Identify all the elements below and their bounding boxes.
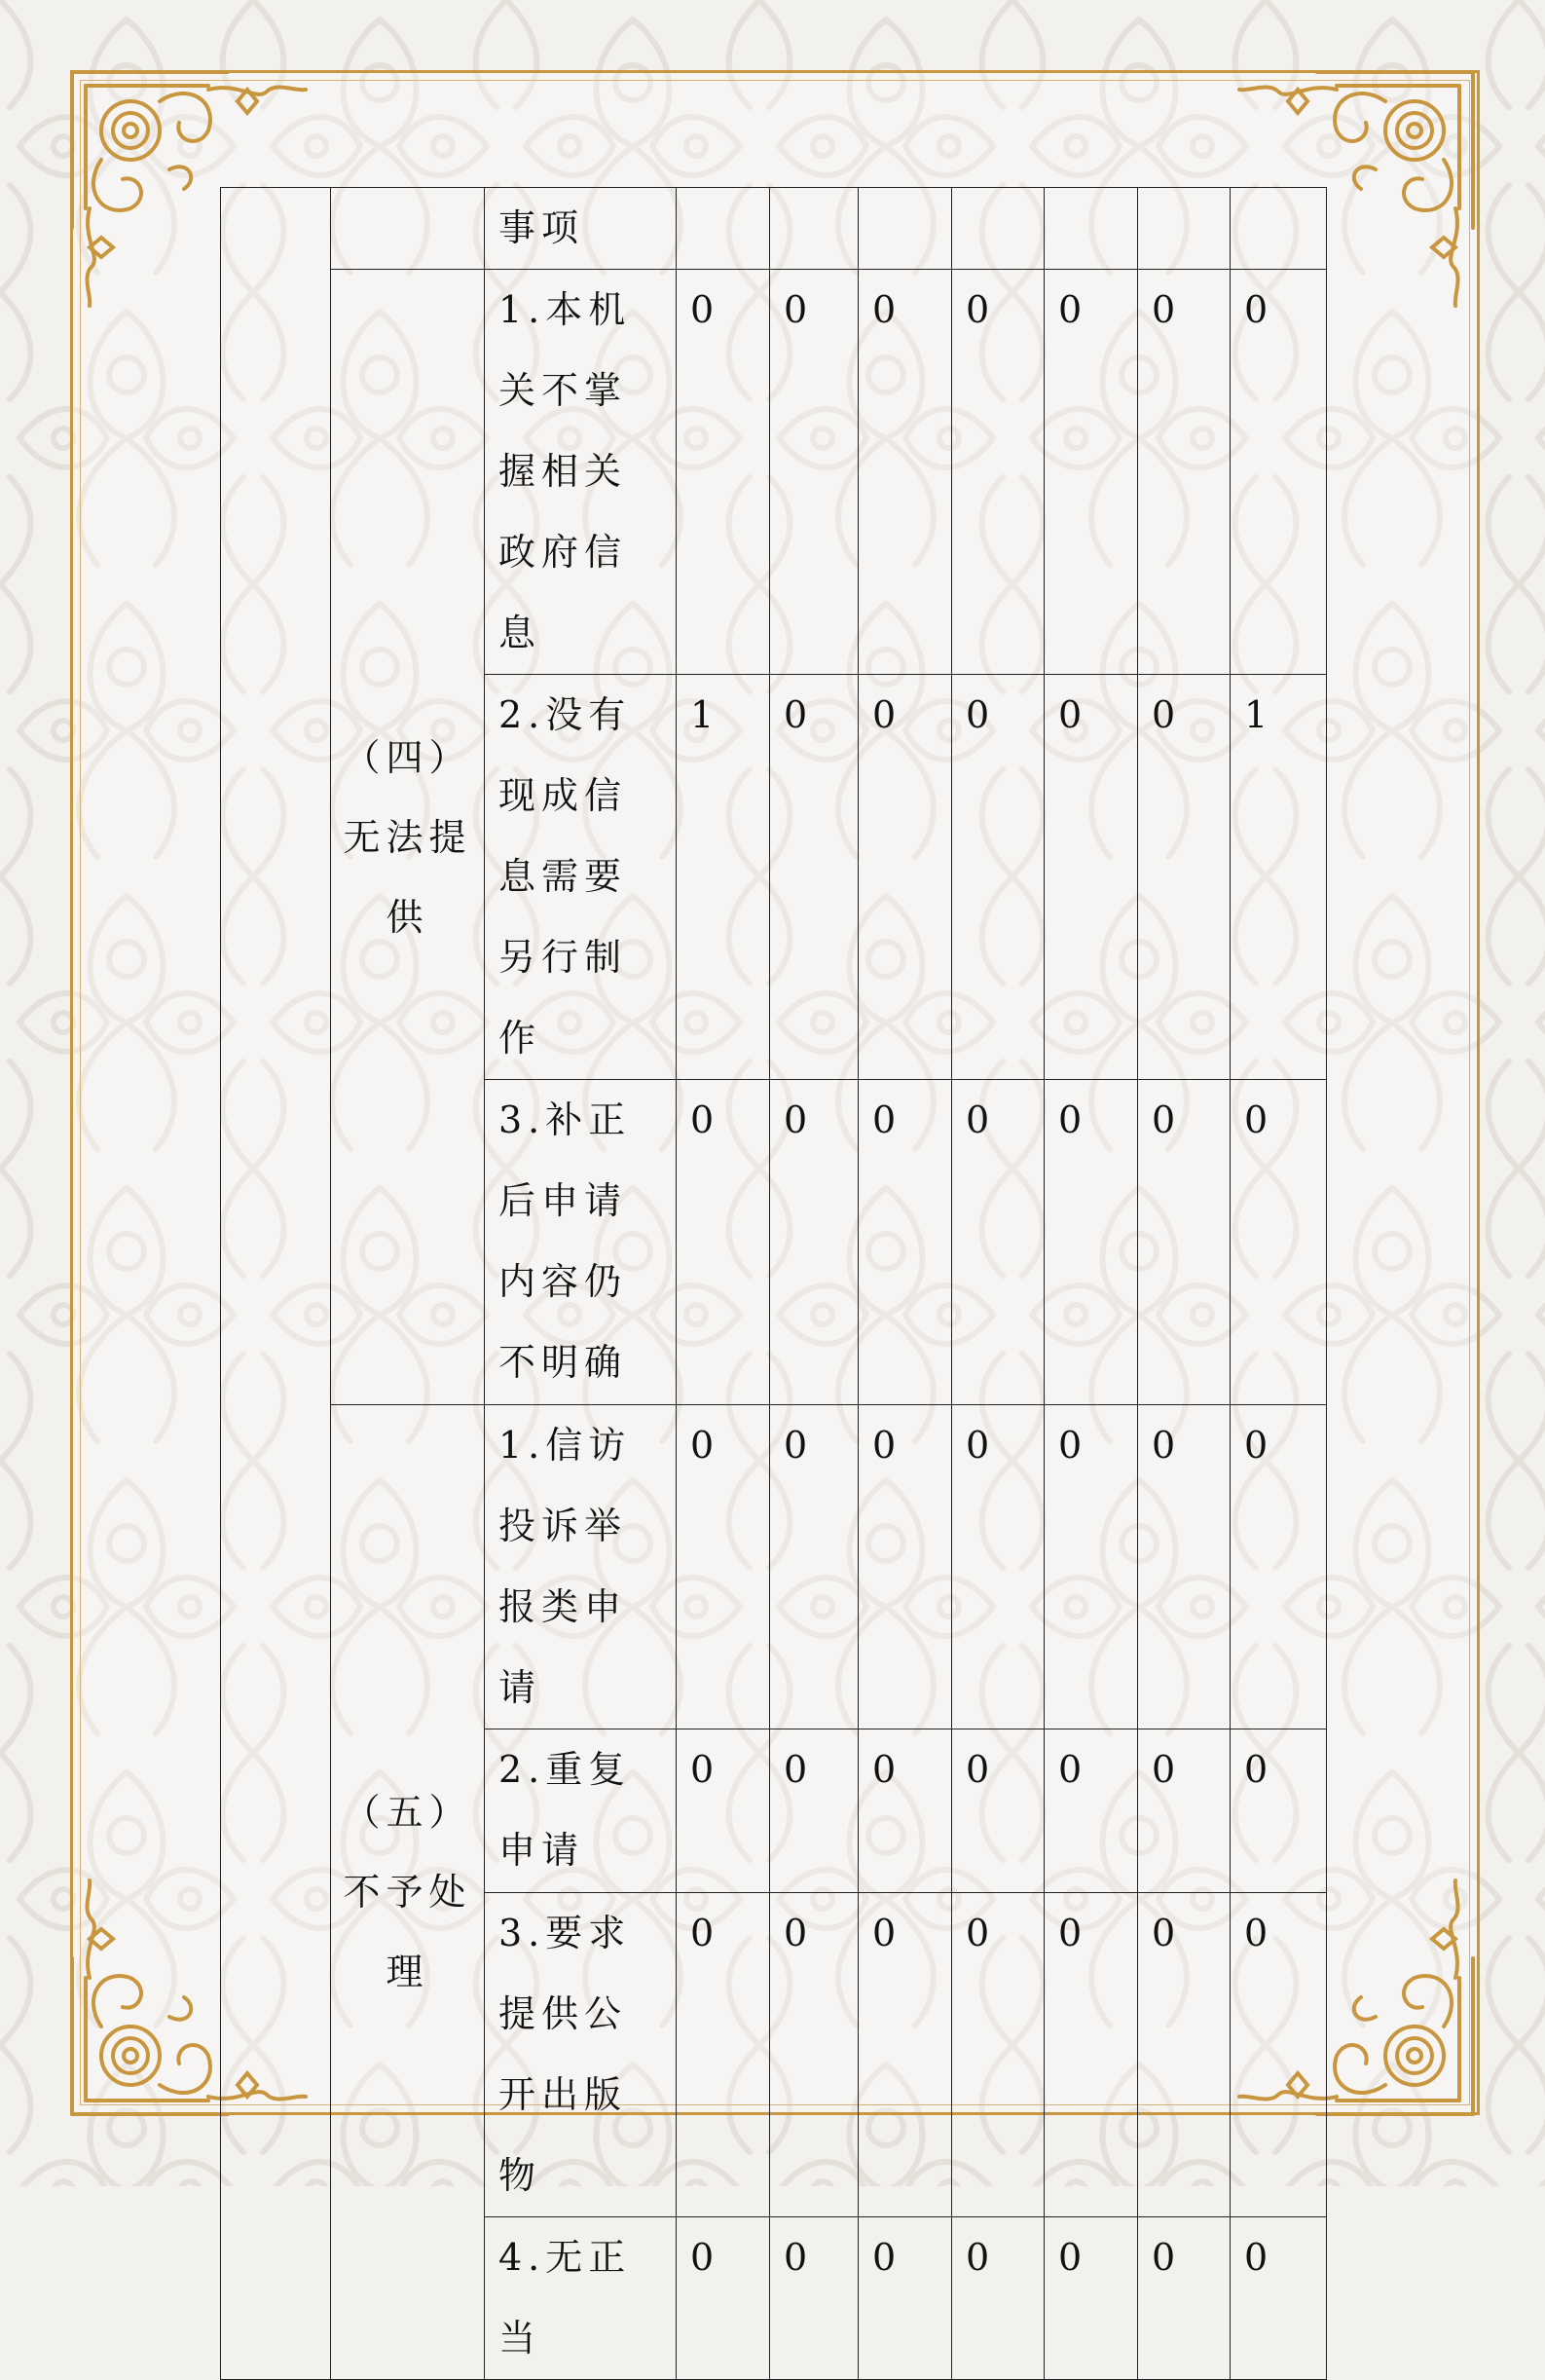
value-cell: 0 [1231,270,1327,675]
item-label: 事项 [498,206,585,249]
item-cell [485,675,677,1080]
value-cell: 0 [1138,675,1231,1080]
value-cell: 0 [952,270,1045,675]
value-cell: 0 [677,1080,770,1405]
value-cell: 0 [952,1893,1045,2217]
value-cell: 0 [952,675,1045,1080]
category-cell [331,1405,485,2380]
item-label: 4.无正当 [498,2236,632,2360]
value-cell: 0 [1231,1405,1327,1729]
item-cell [485,188,677,270]
item-label: 1.本机关不掌握相关政府信息 [498,288,632,654]
item-cell [485,1893,677,2217]
value-cell: 0 [1138,1405,1231,1729]
value-cell: 0 [677,270,770,675]
value-cell: 0 [1138,1729,1231,1893]
value-cell: 0 [770,1729,859,1893]
outer-category-cell [221,188,331,2380]
value-cell: 1 [1231,675,1327,1080]
value-cell: 0 [770,675,859,1080]
value-cell [952,188,1045,270]
value-cell [770,188,859,270]
value-cell: 0 [859,1893,952,2217]
value-cell: 0 [952,2217,1045,2380]
item-label: 1.信访投诉举报类申请 [498,1424,632,1709]
item-cell [485,1405,677,1729]
table-row [221,1405,1327,1729]
value-cell: 1 [677,675,770,1080]
value-cell: 0 [677,2217,770,2380]
value-cell: 0 [770,270,859,675]
value-cell: 0 [677,1405,770,1729]
value-cell: 0 [1231,1893,1327,2217]
value-cell: 0 [1045,1893,1138,2217]
category-cell [331,188,485,270]
value-cell: 0 [859,2217,952,2380]
value-cell: 0 [1231,1080,1327,1405]
value-cell: 0 [770,1405,859,1729]
item-cell [485,1080,677,1405]
value-cell: 0 [859,1405,952,1729]
value-cell: 0 [1138,1080,1231,1405]
table-row [221,270,1327,675]
value-cell [1045,188,1138,270]
item-label: 2.没有现成信息需要另行制作 [498,693,632,1060]
disclosure-statistics-table [220,187,1327,2380]
value-cell: 0 [770,1893,859,2217]
category-label: （四）无法提供 [343,735,472,939]
value-cell: 0 [1045,675,1138,1080]
value-cell: 0 [1045,1405,1138,1729]
value-cell: 0 [952,1080,1045,1405]
value-cell: 0 [952,1729,1045,1893]
value-cell: 0 [1138,1893,1231,2217]
value-cell: 0 [1045,1729,1138,1893]
value-cell: 0 [677,1893,770,2217]
value-cell [677,188,770,270]
value-cell: 0 [952,1405,1045,1729]
item-cell [485,1729,677,1893]
value-cell: 0 [1138,2217,1231,2380]
item-label: 3.补正后申请内容仍不明确 [498,1098,632,1384]
value-cell: 0 [1045,1080,1138,1405]
item-cell [485,270,677,675]
category-cell [331,270,485,1405]
table-row [221,188,1327,270]
item-label: 3.要求提供公开出版物 [498,1912,632,2197]
value-cell: 0 [1045,2217,1138,2380]
item-cell [485,2217,677,2380]
item-label: 2.重复申请 [498,1748,632,1872]
value-cell: 0 [1138,270,1231,675]
value-cell: 0 [859,1080,952,1405]
value-cell: 0 [770,2217,859,2380]
value-cell: 0 [677,1729,770,1893]
value-cell: 0 [859,1729,952,1893]
value-cell: 0 [1231,2217,1327,2380]
value-cell [1231,188,1327,270]
value-cell [1138,188,1231,270]
value-cell: 0 [859,675,952,1080]
category-label: （五）不予处理 [343,1791,472,1993]
value-cell: 0 [859,270,952,675]
value-cell [859,188,952,270]
value-cell: 0 [1231,1729,1327,1893]
value-cell: 0 [770,1080,859,1405]
value-cell: 0 [1045,270,1138,675]
